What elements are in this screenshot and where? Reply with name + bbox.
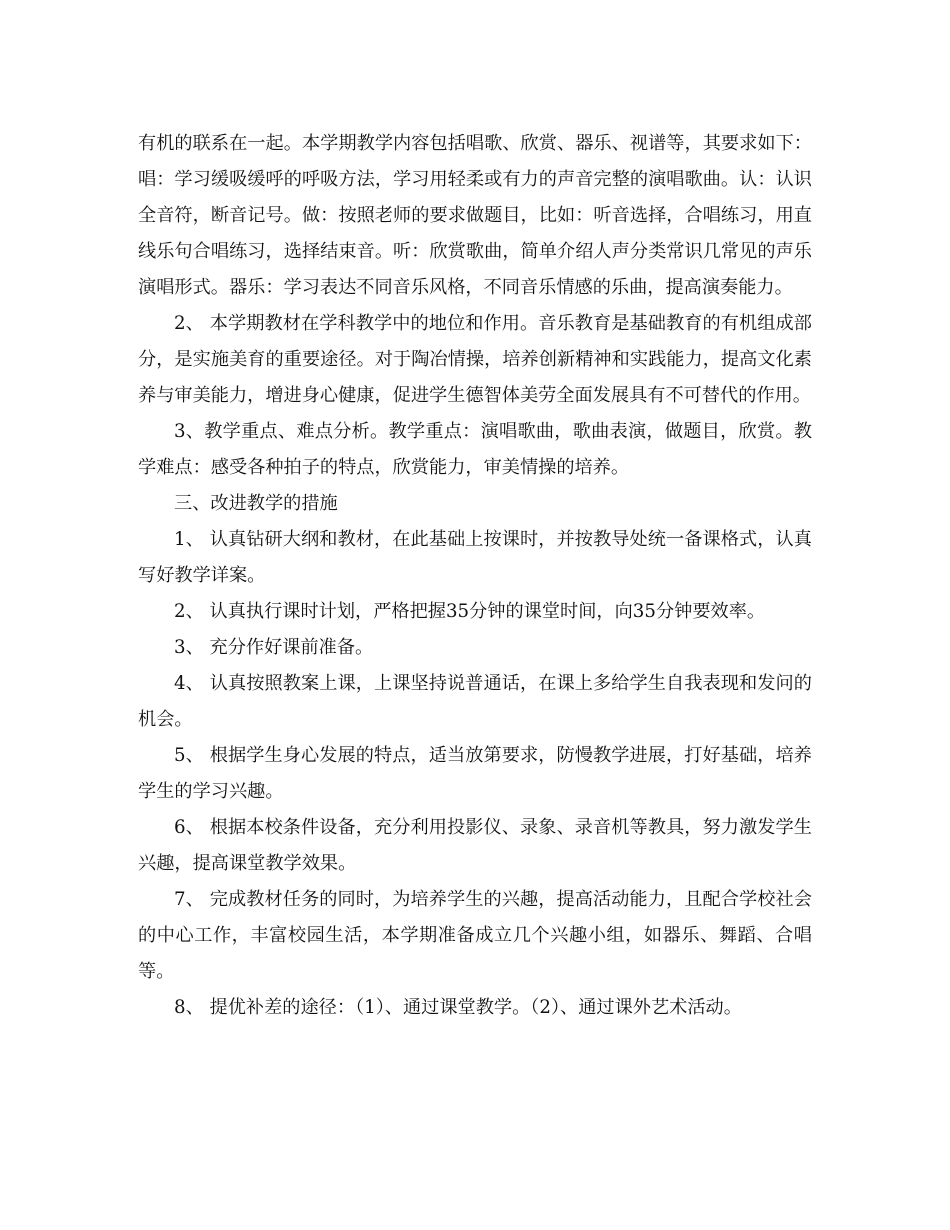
section-heading-measures: 三、改进教学的措施 bbox=[174, 493, 338, 514]
measure-item-3: 3、 充分作好课前准备。 bbox=[174, 637, 374, 658]
paragraph-textbook-role: 2、 本学期教材在学科教学中的地位和作用。音乐教育是基础教育的有机组成部分，是实施美育的重要途径。对于陶冶情操，培养创新精神和实践能力，提高文化素养与审美能力，增进身心健康，促进学生德智体美劳全面发展具有不可替代的作用。 bbox=[138, 313, 812, 406]
measure-item-2: 2、 认真执行课时计划，严格把握35分钟的课堂时间，向35分钟要效率。 bbox=[174, 601, 766, 622]
measure-item-1: 1、 认真钻研大纲和教材，在此基础上按课时，并按教导处统一备课格式，认真写好教学详案。 bbox=[138, 529, 812, 586]
measure-item-5: 5、 根据学生身心发展的特点，适当放第要求，防慢教学进展，打好基础，培养学生的学习兴趣。 bbox=[138, 745, 812, 802]
measure-item-6: 6、 根据本校条件设备，充分利用投影仪、录象、录音机等教具，努力激发学生兴趣，提高课堂教学效果。 bbox=[138, 817, 812, 874]
paragraph-requirements: 有机的联系在一起。本学期教学内容包括唱歌、欣赏、器乐、视谱等，其要求如下：唱：学习缓吸缓呼的呼吸方法，学习用轻柔或有力的声音完整的演唱歌曲。认：认识全音符，断音记号。做：按照老师的要求做题目，比如：听音选择，合唱练习，用直线乐句合唱练习，选择结束音。听：欣赏歌曲，简单介绍人声分类常识几常见的声乐演唱形式。器乐：学习表达不同音乐风格，不同音乐情感的乐曲，提高演奏能力。 bbox=[138, 133, 812, 298]
measure-item-8: 8、 提优补差的途径：（1）、通过课堂教学。（2）、通过课外艺术活动。 bbox=[174, 997, 742, 1018]
document-body bbox=[138, 126, 812, 1026]
measure-item-7: 7、 完成教材任务的同时，为培养学生的兴趣，提高活动能力，且配合学校社会的中心工作，丰富校园生活，本学期准备成立几个兴趣小组，如器乐、舞蹈、合唱等。 bbox=[138, 889, 812, 982]
paragraph-key-points: 3、教学重点、难点分析。教学重点：演唱歌曲，歌曲表演，做题目，欣赏。教学难点：感受各种拍子的特点，欣赏能力，审美情操的培养。 bbox=[138, 421, 812, 478]
measure-item-4: 4、 认真按照教案上课，上课坚持说普通话，在课上多给学生自我表现和发问的机会。 bbox=[138, 673, 812, 730]
